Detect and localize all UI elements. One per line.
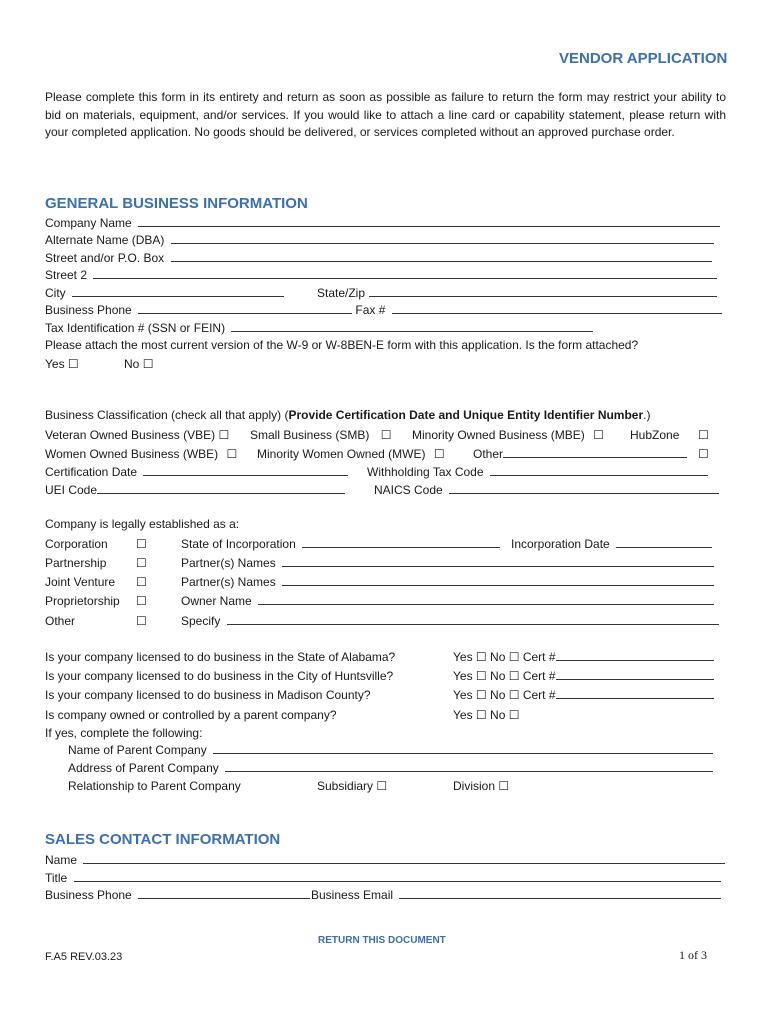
licensed-state-cert-label: Cert # bbox=[522, 650, 556, 664]
page-number: 1 of 3 bbox=[679, 948, 707, 962]
inc-date-label: Incorporation Date bbox=[511, 537, 610, 551]
wbe-label: Women Owned Business (WBE) bbox=[45, 447, 219, 461]
state-zip-row bbox=[317, 286, 717, 300]
sales-email-label: Business Email bbox=[311, 888, 394, 902]
hubzone-label: HubZone bbox=[630, 428, 680, 442]
parent-company-question: Is company owned or controlled by a parent company? bbox=[45, 708, 337, 722]
proprietorship-label: Proprietorship bbox=[45, 594, 120, 608]
cert-date-row bbox=[45, 465, 348, 479]
other-classification-checkbox[interactable]: ☐ bbox=[698, 447, 709, 461]
parent-company-answers bbox=[453, 708, 519, 722]
w9-yes-checkbox[interactable]: ☐ bbox=[67, 357, 79, 371]
company-name-row bbox=[45, 216, 720, 230]
owner-row bbox=[181, 594, 714, 608]
partners2-row bbox=[181, 575, 714, 589]
fax-field[interactable] bbox=[392, 303, 722, 314]
licensed-city-yes-checkbox[interactable]: ☐ bbox=[475, 669, 487, 683]
alternate-name-label: Alternate Name (DBA) bbox=[45, 233, 165, 247]
subsidiary-option bbox=[317, 779, 387, 793]
vbe-checkbox[interactable]: ☐ bbox=[218, 428, 230, 442]
other-classification-label: Other bbox=[473, 447, 504, 461]
partners2-label: Partner(s) Names bbox=[181, 575, 276, 589]
sales-phone-label: Business Phone bbox=[45, 888, 132, 902]
specify-label: Specify bbox=[181, 614, 221, 628]
business-phone-label: Business Phone bbox=[45, 303, 132, 317]
parent-yes-label: Yes bbox=[453, 708, 473, 722]
owner-field[interactable] bbox=[258, 594, 714, 605]
wbe-checkbox[interactable]: ☐ bbox=[226, 447, 238, 461]
w9-no-row bbox=[124, 357, 153, 371]
street1-field[interactable] bbox=[171, 251, 712, 262]
intro-paragraph: Please complete this form in its entirety and return as soon as possible as failure to return the form may restrict your ability to bid on materials, equipment, and/or services. If you would like to attach a line card or capability statement, please return with your completed application. No goods should be delivered, or services completed without an approved purchase order. bbox=[45, 90, 726, 139]
street1-row bbox=[45, 251, 712, 265]
company-name-label: Company Name bbox=[45, 216, 132, 230]
hubzone-checkbox[interactable]: ☐ bbox=[698, 428, 709, 442]
parent-name-field[interactable] bbox=[213, 743, 713, 754]
naics-field[interactable] bbox=[449, 483, 719, 494]
parent-address-field[interactable] bbox=[225, 761, 713, 772]
cert-date-label: Certification Date bbox=[45, 465, 138, 479]
business-phone-row bbox=[45, 303, 722, 317]
sales-phone-row bbox=[45, 888, 310, 902]
parent-address-label: Address of Parent Company bbox=[68, 761, 219, 775]
licensed-state-question: Is your company licensed to do business in the State of Alabama? bbox=[45, 650, 396, 664]
smb-label: Small Business (SMB) bbox=[250, 428, 370, 442]
specify-field[interactable] bbox=[227, 614, 719, 625]
w9-no-checkbox[interactable]: ☐ bbox=[142, 357, 154, 371]
fax-label: Fax # bbox=[355, 303, 386, 317]
other-classification-row bbox=[473, 447, 687, 461]
sales-title-label: Title bbox=[45, 871, 68, 885]
tax-id-field[interactable] bbox=[231, 321, 593, 332]
other-classification-field[interactable] bbox=[503, 447, 687, 458]
street2-field[interactable] bbox=[93, 268, 717, 279]
mwe-checkbox[interactable]: ☐ bbox=[433, 447, 445, 461]
mbe-checkbox[interactable]: ☐ bbox=[593, 428, 604, 442]
licensed-city-yes-label: Yes bbox=[453, 669, 473, 683]
parent-no-label: No bbox=[490, 708, 506, 722]
cert-date-field[interactable] bbox=[143, 465, 348, 476]
other-legal-checkbox[interactable]: ☐ bbox=[136, 614, 147, 628]
licensed-city-no-checkbox[interactable]: ☐ bbox=[508, 669, 520, 683]
partners2-field[interactable] bbox=[282, 575, 714, 586]
licensed-county-cert-label: Cert # bbox=[522, 688, 556, 702]
page-title: VENDOR APPLICATION bbox=[559, 50, 728, 67]
licensed-city-cert-field[interactable] bbox=[556, 669, 714, 680]
partners1-field[interactable] bbox=[282, 556, 714, 567]
street2-row bbox=[45, 268, 717, 282]
state-zip-field[interactable] bbox=[369, 286, 717, 297]
other-legal-label: Other bbox=[45, 614, 76, 628]
classification-label-end: .) bbox=[643, 408, 651, 422]
legal-label: Company is legally established as a: bbox=[45, 517, 240, 531]
licensed-state-yes-label: Yes bbox=[453, 650, 473, 664]
sales-name-field[interactable] bbox=[83, 853, 725, 864]
subsidiary-checkbox[interactable]: ☐ bbox=[376, 779, 388, 793]
withholding-field[interactable] bbox=[490, 465, 708, 476]
classification-label-bold: Provide Certification Date and Unique Entity Identifier Number bbox=[288, 408, 644, 422]
licensed-state-no-label: No bbox=[490, 650, 506, 664]
sales-phone-field[interactable] bbox=[138, 888, 310, 899]
sales-email-field[interactable] bbox=[399, 888, 721, 899]
if-yes-label: If yes, complete the following: bbox=[45, 726, 203, 740]
w9-no-label: No bbox=[124, 357, 140, 371]
parent-yes-checkbox[interactable]: ☐ bbox=[475, 708, 487, 722]
smb-checkbox[interactable]: ☐ bbox=[380, 428, 392, 442]
withholding-row bbox=[367, 465, 708, 479]
division-option bbox=[453, 779, 509, 793]
business-phone-field[interactable] bbox=[138, 303, 352, 314]
uei-row bbox=[45, 483, 345, 497]
form-id: F.A5 REV.03.23 bbox=[45, 951, 123, 963]
partnership-checkbox[interactable]: ☐ bbox=[136, 556, 147, 570]
owner-label: Owner Name bbox=[181, 594, 252, 608]
sales-email-row bbox=[311, 888, 721, 902]
licensed-city-cert-label: Cert # bbox=[522, 669, 556, 683]
city-label: City bbox=[45, 286, 66, 300]
state-inc-label: State of Incorporation bbox=[181, 537, 296, 551]
relationship-label: Relationship to Parent Company bbox=[68, 779, 241, 793]
state-inc-field[interactable] bbox=[302, 537, 500, 548]
proprietorship-checkbox[interactable]: ☐ bbox=[136, 594, 147, 608]
sales-title-row bbox=[45, 871, 721, 885]
licensed-city-question: Is your company licensed to do business in the City of Huntsville? bbox=[45, 669, 394, 683]
corporation-checkbox[interactable]: ☐ bbox=[136, 537, 147, 551]
tax-id-label: Tax Identification # (SSN or FEIN) bbox=[45, 321, 226, 335]
classification-label bbox=[45, 408, 651, 422]
uei-field[interactable] bbox=[97, 483, 345, 494]
licensed-county-cert-field[interactable] bbox=[556, 688, 714, 699]
tax-id-row bbox=[45, 321, 593, 335]
licensed-state-yes-checkbox[interactable]: ☐ bbox=[475, 650, 487, 664]
section-heading-general: GENERAL BUSINESS INFORMATION bbox=[45, 195, 308, 212]
city-row bbox=[45, 286, 284, 300]
licensed-state-answers bbox=[453, 650, 714, 664]
licensed-state-no-checkbox[interactable]: ☐ bbox=[508, 650, 520, 664]
street1-label: Street and/or P.O. Box bbox=[45, 251, 165, 265]
sales-name-row bbox=[45, 853, 725, 867]
inc-date-row bbox=[511, 537, 712, 551]
parent-no-checkbox[interactable]: ☐ bbox=[508, 708, 520, 722]
naics-row bbox=[374, 483, 719, 497]
return-document-note: RETURN THIS DOCUMENT bbox=[318, 935, 446, 946]
alternate-name-row bbox=[45, 233, 714, 247]
partners1-label: Partner(s) Names bbox=[181, 556, 276, 570]
partners1-row bbox=[181, 556, 714, 570]
w9-answer-row bbox=[45, 357, 79, 371]
licensed-county-no-label: No bbox=[490, 688, 506, 702]
alternate-name-field[interactable] bbox=[171, 233, 714, 244]
company-name-field[interactable] bbox=[138, 216, 720, 227]
licensed-city-no-label: No bbox=[490, 669, 506, 683]
withholding-label: Withholding Tax Code bbox=[367, 465, 484, 479]
mwe-option bbox=[257, 447, 445, 461]
licensed-county-question: Is your company licensed to do business in Madison County? bbox=[45, 688, 371, 702]
section-heading-sales: SALES CONTACT INFORMATION bbox=[45, 831, 281, 848]
sales-name-label: Name bbox=[45, 853, 78, 867]
parent-name-label: Name of Parent Company bbox=[68, 743, 207, 757]
mbe-label: Minority Owned Business (MBE) bbox=[412, 428, 585, 442]
licensed-city-answers bbox=[453, 669, 714, 683]
division-label: Division bbox=[453, 779, 496, 793]
w9-yes-label: Yes bbox=[45, 357, 65, 371]
inc-date-field[interactable] bbox=[616, 537, 712, 548]
parent-address-row bbox=[68, 761, 713, 775]
classification-label-text: Business Classification (check all that apply) ( bbox=[45, 408, 289, 422]
specify-row bbox=[181, 614, 719, 628]
joint-venture-label: Joint Venture bbox=[45, 575, 116, 589]
street2-label: Street 2 bbox=[45, 268, 88, 282]
licensed-county-no-checkbox[interactable]: ☐ bbox=[508, 688, 520, 702]
licensed-state-cert-field[interactable] bbox=[556, 650, 714, 661]
corporation-label: Corporation bbox=[45, 537, 108, 551]
partnership-label: Partnership bbox=[45, 556, 107, 570]
licensed-county-yes-label: Yes bbox=[453, 688, 473, 702]
mbe-option bbox=[412, 428, 604, 442]
division-checkbox[interactable]: ☐ bbox=[498, 779, 510, 793]
licensed-county-yes-checkbox[interactable]: ☐ bbox=[475, 688, 487, 702]
mwe-label: Minority Women Owned (MWE) bbox=[257, 447, 426, 461]
city-field[interactable] bbox=[72, 286, 284, 297]
state-inc-row bbox=[181, 537, 500, 551]
vbe-option bbox=[45, 428, 229, 442]
vbe-label: Veteran Owned Business (VBE) bbox=[45, 428, 216, 442]
wbe-option bbox=[45, 447, 237, 461]
smb-option bbox=[250, 428, 391, 442]
state-zip-label: State/Zip bbox=[317, 286, 366, 300]
sales-title-field[interactable] bbox=[74, 871, 721, 882]
subsidiary-label: Subsidiary bbox=[317, 779, 374, 793]
joint-venture-checkbox[interactable]: ☐ bbox=[136, 575, 147, 589]
licensed-county-answers bbox=[453, 688, 714, 702]
parent-name-row bbox=[68, 743, 713, 757]
naics-label: NAICS Code bbox=[374, 483, 443, 497]
uei-label: UEI Code bbox=[45, 483, 98, 497]
w9-question: Please attach the most current version of the W-9 or W-8BEN-E form with this application. Is the form attached? bbox=[45, 338, 639, 352]
